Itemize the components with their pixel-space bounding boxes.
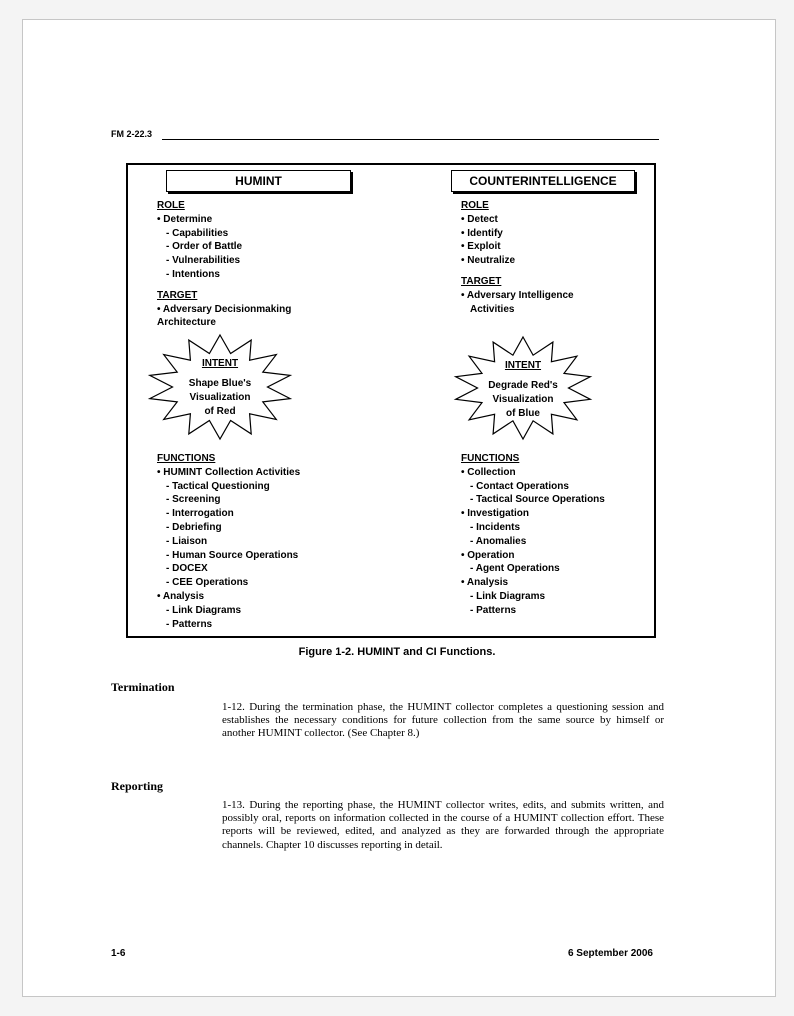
ci-title-box: COUNTERINTELLIGENCE [451, 170, 635, 192]
paragraph-1-12: 1-12. During the termination phase, the HUMINT collector completes a questioning session and establishes the necessary conditions for future collection from the same source by himself or another HUMINT collector. (See Chapter 8.) [222, 701, 664, 740]
humint-function-item: - Tactical Questioning [166, 480, 270, 492]
ci-intent-line: Visualization [492, 394, 554, 405]
ci-intent-heading: INTENT [504, 360, 542, 371]
humint-role-target [157, 199, 357, 330]
ci-role-target [461, 199, 641, 316]
humint-target-line: Architecture [157, 317, 216, 329]
humint-intent-line: Shape Blue's [188, 378, 252, 389]
humint-intent-text [160, 357, 280, 419]
ci-function-item: - Incidents [470, 521, 521, 533]
ci-target-line: Activities [470, 303, 515, 315]
ci-function-item: - Anomalies [470, 535, 527, 547]
ci-intent-text [463, 359, 583, 421]
humint-function-item: • Analysis [157, 590, 205, 602]
ci-function-item: - Link Diagrams [470, 590, 546, 602]
ci-role-item: • Neutralize [461, 255, 516, 267]
ci-functions-heading: FUNCTIONS [461, 453, 520, 464]
ci-function-item: - Contact Operations [470, 480, 569, 492]
humint-functions [157, 452, 377, 631]
humint-role-item: - Vulnerabilities [166, 255, 241, 267]
ci-role-item: • Exploit [461, 241, 501, 253]
page-number: 1-6 [111, 948, 126, 959]
humint-function-item: - Debriefing [166, 521, 222, 533]
humint-function-item: - Human Source Operations [166, 549, 299, 561]
humint-role-main: • Determine [157, 213, 213, 225]
section-heading-reporting: Reporting [111, 779, 163, 793]
paragraph-1-13: 1-13. During the reporting phase, the HUMINT collector writes, edits, and submits written, and possibly oral, reports on information collected in the course of a HUMINT collection effort. These reports will be reviewed, edited, and analyzed as they are forwarded through the appropriate channels. Chapter 10 discusses reporting in detail. [222, 799, 664, 851]
ci-function-item: - Tactical Source Operations [470, 494, 605, 506]
humint-title-box: HUMINT [166, 170, 351, 192]
humint-function-item: - Screening [166, 494, 221, 506]
ci-function-item: • Collection [461, 466, 516, 478]
humint-function-item: - DOCEX [166, 563, 208, 575]
ci-role-heading: ROLE [461, 200, 489, 211]
publication-date: 6 September 2006 [567, 948, 653, 959]
humint-target-heading: TARGET [157, 289, 198, 301]
humint-functions-heading: FUNCTIONS [157, 453, 216, 464]
ci-function-item: • Operation [461, 549, 515, 561]
humint-role-item: - Intentions [166, 268, 220, 280]
ci-intent-line: of Blue [506, 408, 540, 419]
ci-target-line: • Adversary Intelligence [461, 289, 574, 301]
header-rule [162, 139, 659, 140]
ci-function-item: • Investigation [461, 508, 529, 520]
ci-role-item: • Detect [461, 213, 498, 225]
humint-function-item: • HUMINT Collection Activities [157, 466, 301, 478]
humint-function-item: - Link Diagrams [166, 604, 242, 616]
manual-id-header: FM 2-22.3 [111, 129, 153, 139]
humint-intent-line: of Red [204, 406, 236, 417]
humint-function-item: - CEE Operations [166, 577, 249, 589]
ci-intent-line: Degrade Red's [488, 380, 558, 391]
section-heading-termination: Termination [111, 680, 175, 694]
ci-functions [461, 452, 641, 618]
ci-function-item: • Analysis [461, 577, 509, 589]
humint-role-heading: ROLE [157, 200, 185, 211]
ci-target-heading: TARGET [461, 275, 502, 287]
humint-function-item: - Interrogation [166, 508, 234, 520]
humint-function-item: - Liaison [166, 535, 208, 547]
figure-caption: Figure 1-2. HUMINT and CI Functions. [298, 646, 496, 658]
humint-intent-heading: INTENT [201, 358, 239, 369]
ci-function-item: - Patterns [470, 604, 517, 616]
humint-role-item: - Capabilities [166, 227, 229, 239]
humint-target-line: • Adversary Decisionmaking [157, 303, 292, 315]
ci-role-item: • Identify [461, 227, 503, 239]
ci-function-item: - Agent Operations [470, 563, 560, 575]
humint-intent-line: Visualization [189, 392, 251, 403]
humint-role-item: - Order of Battle [166, 241, 243, 253]
humint-function-item: - Patterns [166, 618, 213, 630]
